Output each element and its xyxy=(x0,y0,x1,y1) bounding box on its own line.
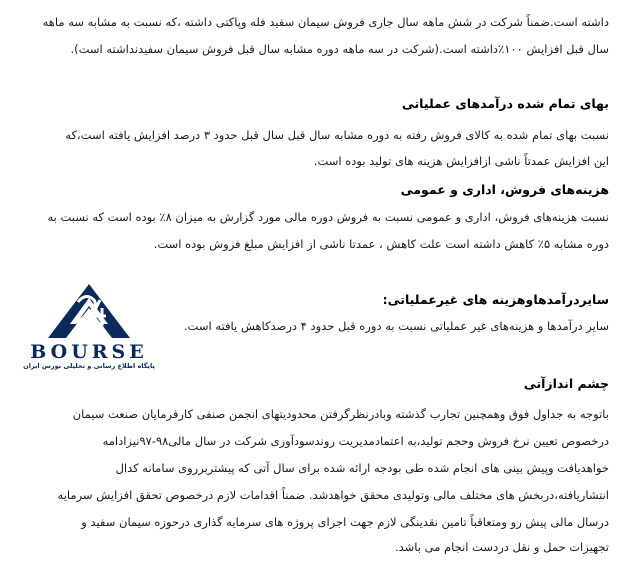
section-title-sga: هزینه‌های فروش، اداری و عمومی xyxy=(400,182,609,197)
paragraph-line: نسبت بهای تمام شده به کالای فروش رفته به دوره مشابه سال قبل سال قبل حدود ۳ درصد افزایش یافته است،که xyxy=(65,128,609,142)
paragraph-line: انتشاریافته،دربخش های مختلف مالی وتولیدی محقق خواهدشد. ضمناً اقدامات لازم درخصوص تحقق افزایش سرمایه xyxy=(57,488,609,502)
paragraph-line: دوره مشابه ۵٪ کاهش داشته است علت کاهش ، عمدتا ناشی از افزایش مبلغ فروش بوده است. xyxy=(153,237,609,251)
paragraph-line: سال قبل افزایش ۱۰۰٪داشته است.(شرکت در سه ماهه دوره مشابه سال قبل فروش سیمان سفیدنداشته است). xyxy=(70,42,609,56)
bourse-logo-subtitle: پایگاه اطلاع رسانی و تحلیلی بورس ایران xyxy=(23,362,155,370)
paragraph-line: خواهدیافت وپیش بینی های انجام شده طی بودجه ارائه شده برای سال آتی که پیشتربرروی سامانه کدال xyxy=(115,461,609,475)
paragraph-line: تجهیزات حمل و نقل دردست انجام می باشد. xyxy=(394,540,609,554)
bourse-logo xyxy=(18,282,160,374)
section-title-cogs: بهای تمام شده درآمدهای عملیاتی xyxy=(401,96,609,111)
section-title-other: سایردرآمدهاوهزینه های غیرعملیاتی: xyxy=(382,292,609,307)
paragraph-line: درخصوص تعیین نرخ فروش وحجم تولید،به اعتمادمدیریت روندسودآوری شرکت در سال مالی۹۸-۹۷نیزادامه xyxy=(102,434,609,448)
section-title-outlook: چشم اندازآتی xyxy=(523,376,609,391)
paragraph-line: سایر درآمدها و هزینه‌های غیر عملیاتی نسبت به دوره قبل حدود ۴ درصدکاهش یافته است. xyxy=(183,319,609,333)
paragraph-line: باتوجه به جداول فوق وهمچنین تجارب گذشته وبادرنظرگرفتن محدودیتهای انجمن صنفی کارفرمایان صنعت سیمان xyxy=(72,407,609,421)
paragraph-line: این افزایش عمدتاً ناشی ازافزایش هزینه های تولید بوده است. xyxy=(313,154,609,168)
paragraph-line: داشته است.ضمناً شرکت در شش ماهه سال جاری فروش سیمان سفید فله وپاکتی داشته ،که نسبت به مشابه سه ماهه xyxy=(42,15,609,29)
paragraph-line: درسال مالی پیش رو ومتعاقباً تامین نقدینگی لازم جهت اجرای پروژه های سرمایه گذاری درحوزه سیمان سفید و xyxy=(81,515,609,529)
bourse-logo-word: BOURSE xyxy=(30,341,148,363)
bourse-logo-mark xyxy=(18,282,160,342)
paragraph-line: نسبت هزینه‌های فروش، اداری و عمومی نسبت به فروش دوره مالی مورد گزارش به میزان ۸٪ بوده است که نسبت به xyxy=(47,210,609,224)
